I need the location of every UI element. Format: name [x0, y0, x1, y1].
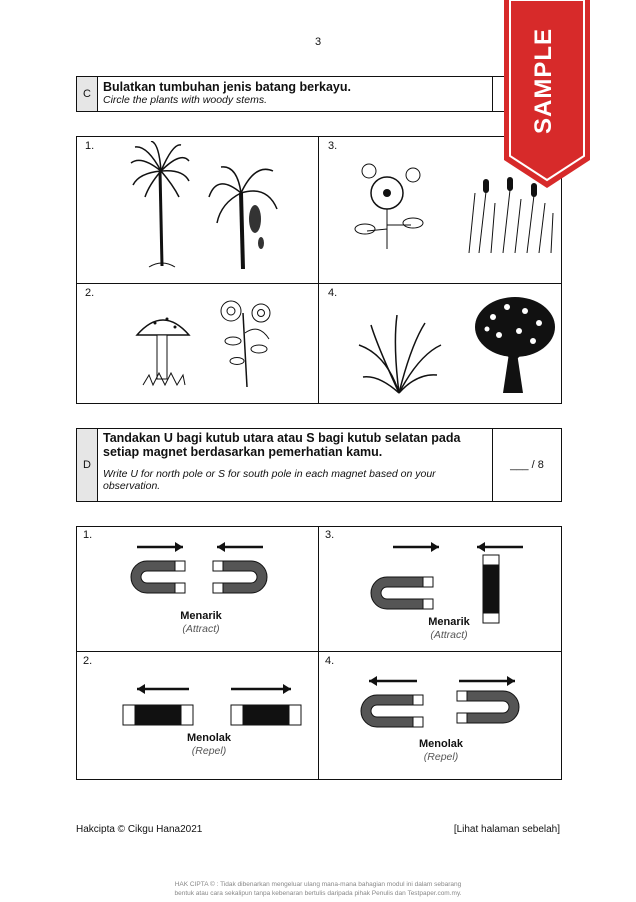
magnet-diagram-1[interactable] [113, 537, 285, 599]
magnet-diagram-3[interactable] [367, 537, 537, 625]
magnet-caption-en: (Attract) [182, 623, 220, 635]
magnet-caption-en: (Repel) [423, 751, 459, 763]
magnet-item-number: 4. [325, 655, 335, 667]
plant-item-number: 4. [328, 287, 338, 299]
section-c-subtitle: Circle the plants with woody stems. [103, 94, 267, 106]
section-d-subtitle: Write U for north pole or S for south pole in each magnet based on your observation. [103, 468, 436, 492]
copyright-footer: Hakcipta © Cikgu Hana2021 [76, 824, 203, 835]
magnet-diagram-2[interactable] [117, 679, 307, 729]
palm-tree-image[interactable] [129, 141, 191, 273]
magnet-item-number: 2. [83, 655, 93, 667]
magnet-caption: Menarik [180, 610, 222, 622]
magnet-caption: Menolak [186, 732, 231, 744]
section-d-title: Tandakan U bagi kutub utara atau S bagi kutub selatan pada setiap magnet berdasarkan pemerhatian kamu. [103, 431, 461, 459]
copyright-fine-print: HAK CIPTA © : Tidak dibenarkan mengeluar ulang mana-mana bahagian modul ini dalam sebarang [174, 881, 462, 888]
section-letter: C [77, 77, 98, 111]
page-number: 3 [314, 36, 322, 48]
plant-item-number: 2. [85, 287, 95, 299]
section-d-score: ___ / 8 [492, 429, 561, 501]
grass-plant-image[interactable] [357, 315, 443, 395]
magnet-item-number: 3. [325, 529, 335, 541]
magnet-caption: Menolak [418, 738, 463, 750]
banana-plant-image[interactable] [207, 163, 279, 273]
rose-plant-image[interactable] [213, 293, 283, 389]
tree-image[interactable] [473, 293, 559, 395]
copyright-fine-print: bentuk atau cara sekalipun tanpa kebenaran bertulis daripada pihak Penulis dan Testpaper.com.my. [174, 890, 462, 897]
plants-grid [76, 136, 562, 404]
next-page-note: [Lihat halaman sebelah] [453, 824, 560, 835]
magnet-item-number: 1. [83, 529, 93, 541]
plant-item-number: 3. [328, 140, 338, 152]
section-c-title: Bulatkan tumbuhan jenis batang berkayu. [103, 80, 351, 94]
magnet-caption: Menarik [428, 616, 470, 628]
mushroom-image[interactable] [135, 309, 191, 389]
section-d-header [76, 428, 562, 502]
section-c-header [76, 76, 562, 112]
magnet-caption-en: (Repel) [191, 745, 227, 757]
magnets-grid [76, 526, 562, 780]
section-letter: D [77, 429, 98, 501]
magnet-caption-en: (Attract) [430, 629, 468, 641]
magnet-diagram-4[interactable] [355, 673, 535, 735]
sample-ribbon-text: SAMPLE [530, 27, 557, 134]
hibiscus-plant-image[interactable] [353, 159, 427, 251]
plant-item-number: 1. [85, 140, 95, 152]
